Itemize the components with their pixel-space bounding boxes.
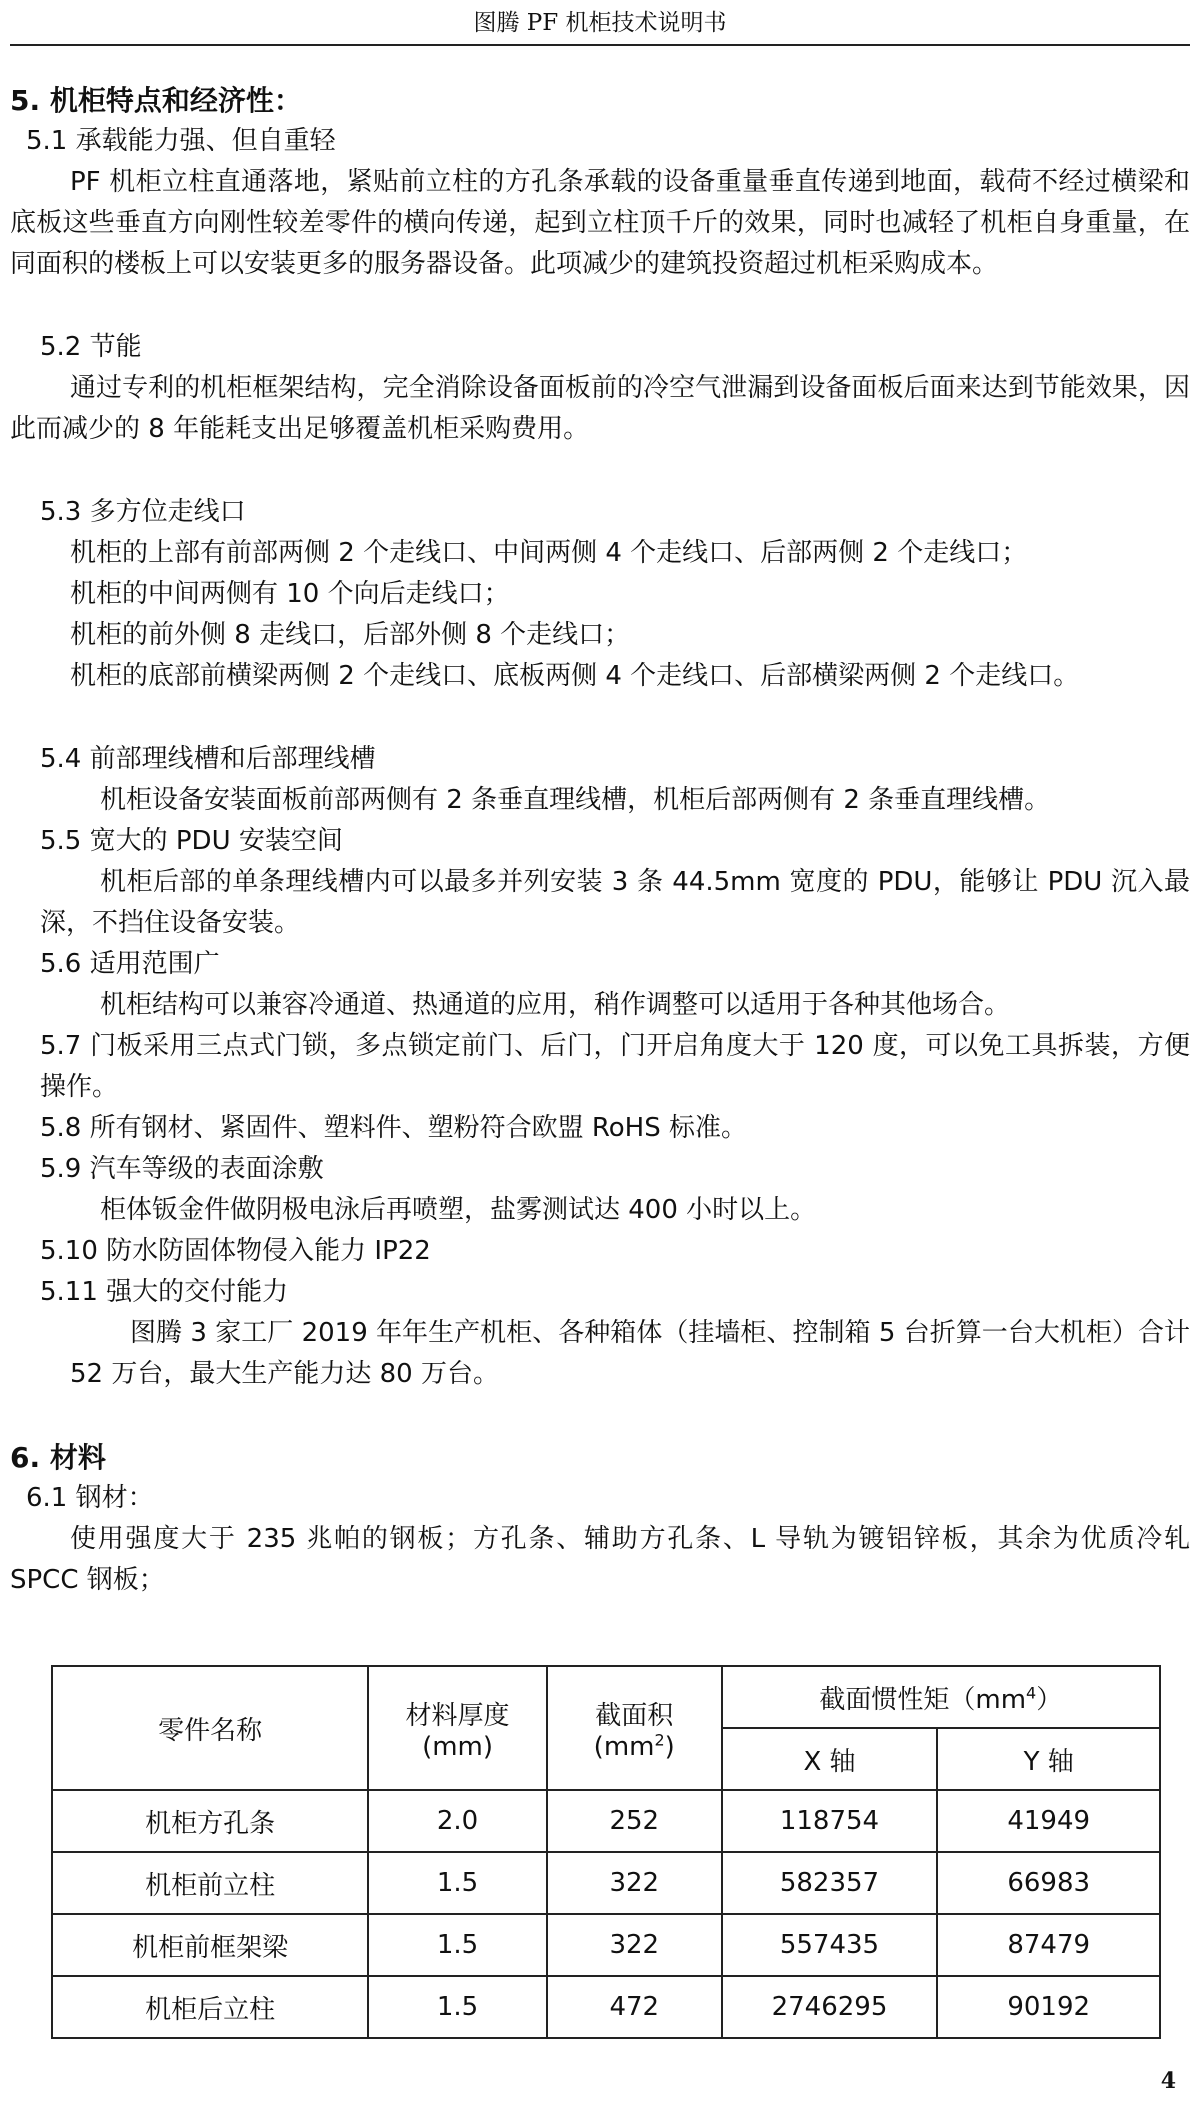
section-5-6-title: 5.6 适用范围广 [40, 949, 220, 979]
section-5-4-body: 机柜设备安装面板前部两侧有 2 条垂直理线槽，机柜后部两侧有 2 条垂直理线槽。 [100, 785, 1051, 815]
header-area-label: 截面积 [595, 1700, 674, 1731]
cell-thickness: 1.5 [368, 1852, 547, 1914]
cell-thickness: 1.5 [368, 1914, 547, 1976]
cell-area: 322 [547, 1914, 722, 1976]
section-5-11-title: 5.11 强大的交付能力 [40, 1277, 289, 1307]
table-row [52, 1852, 1160, 1914]
document-title: 图腾 PF 机柜技术说明书 [473, 10, 727, 36]
table-row [52, 1790, 1160, 1852]
section-5-3-line-3: 机柜的前外侧 8 走线口，后部外侧 8 个走线口； [70, 620, 631, 650]
table-row [52, 1976, 1160, 2038]
page-header [10, 0, 1190, 46]
header-thickness-label: 材料厚度 [405, 1700, 510, 1731]
header-area [547, 1666, 722, 1790]
cell-area: 252 [547, 1790, 722, 1852]
section-5-11-body: 图腾 3 家工厂 2019 年年生产机柜、各种箱体（挂墙柜、控制箱 5 台折算一台大机柜）合计 52 万台，最大生产能力达 80 万台。 [70, 1318, 1190, 1389]
cell-inertia-x: 2746295 [722, 1976, 938, 2038]
cell-thickness: 1.5 [368, 1976, 547, 2038]
cell-part-name: 机柜前立柱 [52, 1852, 368, 1914]
cell-inertia-x: 582357 [722, 1852, 938, 1914]
header-part-name: 零件名称 [52, 1666, 368, 1790]
section-5-5-body: 机柜后部的单条理线槽内可以最多并列安装 3 条 44.5mm 宽度的 PDU，能够让 PDU 沉入最深，不挡住设备安装。 [40, 867, 1190, 938]
cell-inertia-y: 87479 [937, 1914, 1160, 1976]
cell-inertia-y: 66983 [937, 1852, 1160, 1914]
section-6-1-title: 6.1 钢材： [26, 1483, 154, 1513]
section-5-8-text: 5.8 所有钢材、紧固件、塑料件、塑粉符合欧盟 RoHS 标准。 [40, 1113, 748, 1143]
cell-area: 472 [547, 1976, 722, 2038]
cell-inertia-y: 90192 [937, 1976, 1160, 2038]
steel-parts-table [51, 1665, 1161, 2039]
section-5-10-text: 5.10 防水防固体物侵入能力 IP22 [40, 1236, 431, 1266]
section-5-2-title: 5.2 节能 [40, 332, 142, 362]
table-row [52, 1914, 1160, 1976]
cell-inertia-x: 557435 [722, 1914, 938, 1976]
header-inertia: 截面惯性矩$(mm^4)$ [722, 1666, 1160, 1728]
table-header-row [52, 1666, 1160, 1728]
section-5-3-line-4: 机柜的底部前横梁两侧 2 个走线口、底板两侧 4 个走线口、后部横梁两侧 2 个走线口。 [70, 661, 1080, 691]
section-5-3-title: 5.3 多方位走线口 [40, 497, 246, 527]
cell-inertia-y: 41949 [937, 1790, 1160, 1852]
section-5-2-body: 通过专利的机柜框架结构，完全消除设备面板前的冷空气泄漏到设备面板后面来达到节能效果，因此而减少的 8 年能耗支出足够覆盖机柜采购费用。 [10, 373, 1190, 444]
page-number: 4 [1160, 2068, 1176, 2094]
header-y-axis: Y 轴 [937, 1728, 1160, 1790]
cell-thickness: 2.0 [368, 1790, 547, 1852]
section-5-title: 5. 机柜特点和经济性： [10, 84, 302, 117]
section-5-4-title: 5.4 前部理线槽和后部理线槽 [40, 744, 376, 774]
section-5-7-text: 5.7 门板采用三点式门锁，多点锁定前门、后门，门开启角度大于 120 度，可以免工具拆装，方便操作。 [40, 1031, 1190, 1102]
header-area-unit: $(mm^2)$ [593, 1729, 675, 1762]
cell-part-name: 机柜后立柱 [52, 1976, 368, 2038]
section-5-1-body: PF 机柜立柱直通落地，紧贴前立柱的方孔条承载的设备重量垂直传递到地面，载荷不经过横梁和底板这些垂直方向刚性较差零件的横向传递，起到立柱顶千斤的效果，同时也减轻了机柜自身重量，在同面积的楼板上可以安装更多的服务器设备。此项减少的建筑投资超过机柜采购成本。 [10, 167, 1190, 279]
header-thickness-unit: (mm) [422, 1731, 494, 1762]
header-x-axis: X 轴 [722, 1728, 938, 1790]
section-5-3-line-1: 机柜的上部有前部两侧 2 个走线口、中间两侧 4 个走线口、后部两侧 2 个走线口； [70, 538, 1028, 568]
cell-area: 322 [547, 1852, 722, 1914]
section-6-1-body: 使用强度大于 235 兆帕的钢板；方孔条、辅助方孔条、L 导轨为镀铝锌板，其余为优质冷轧 SPCC 钢板； [10, 1524, 1190, 1595]
section-6-title: 6. 材料 [10, 1441, 106, 1474]
document-body [10, 80, 1190, 1601]
section-5-5-title: 5.5 宽大的 PDU 安装空间 [40, 826, 343, 856]
section-5-1-title: 5.1 承载能力强、但自重轻 [26, 126, 336, 156]
section-5-9-body: 柜体钣金件做阴极电泳后再喷塑，盐雾测试达 400 小时以上。 [100, 1195, 817, 1225]
cell-inertia-x: 118754 [722, 1790, 938, 1852]
cell-part-name: 机柜方孔条 [52, 1790, 368, 1852]
header-thickness [368, 1666, 547, 1790]
section-5-6-body: 机柜结构可以兼容冷通道、热通道的应用，稍作调整可以适用于各种其他场合。 [100, 990, 1011, 1020]
section-5-3-line-2: 机柜的中间两侧有 10 个向后走线口； [70, 579, 510, 609]
section-5-9-title: 5.9 汽车等级的表面涂敷 [40, 1154, 324, 1184]
cell-part-name: 机柜前框架梁 [52, 1914, 368, 1976]
